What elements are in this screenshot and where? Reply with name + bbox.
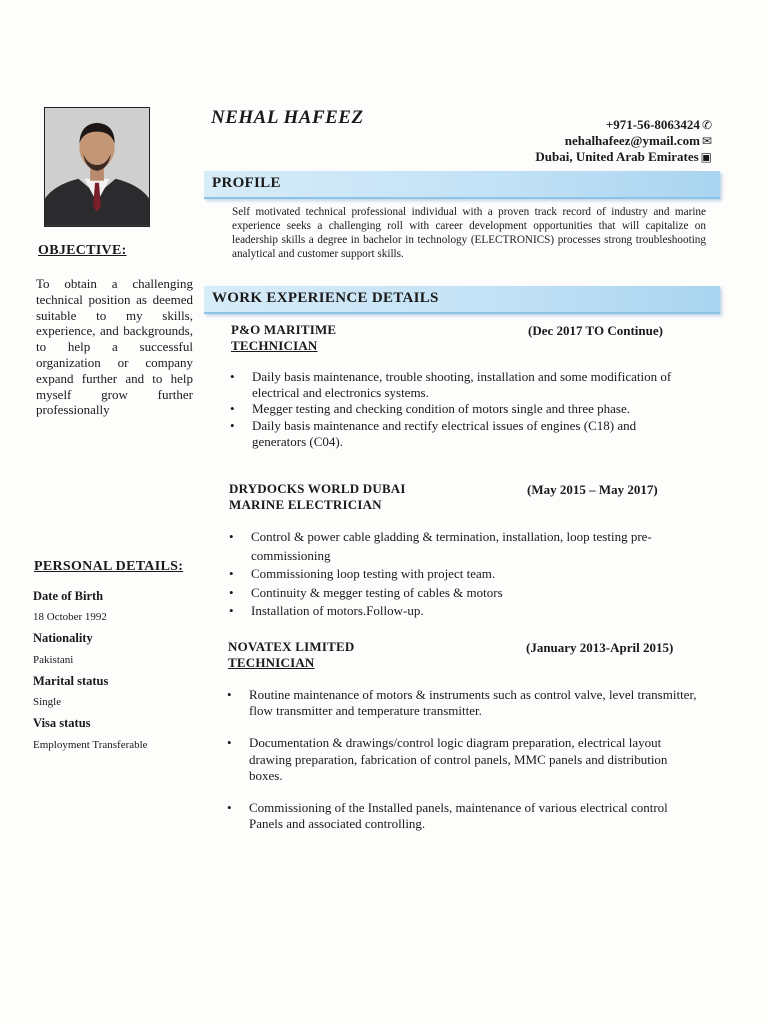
list-item: • Installation of motors.Follow-up. bbox=[229, 602, 699, 621]
location-line bbox=[412, 149, 712, 165]
work-experience-heading: WORK EXPERIENCE DETAILS bbox=[212, 290, 439, 306]
work-experience-section-bar bbox=[204, 286, 720, 314]
profile-photo bbox=[44, 107, 150, 227]
nationality-value: Pakistani bbox=[33, 654, 74, 666]
job2-dates: (May 2015 – May 2017) bbox=[527, 482, 658, 497]
envelope-icon: ✉ bbox=[701, 134, 712, 148]
profile-heading: PROFILE bbox=[212, 175, 281, 191]
list-item: • Daily basis maintenance, trouble shooting, installation and some modification of electrical and electronics systems. bbox=[230, 369, 692, 401]
dob-label: Date of Birth bbox=[33, 589, 104, 603]
job1-dates: (Dec 2017 TO Continue) bbox=[528, 323, 663, 338]
list-item: • Control & power cable gladding & termination, installation, loop testing pre-commissioning bbox=[229, 528, 699, 565]
job2-role: MARINE ELECTRICIAN bbox=[229, 497, 382, 512]
candidate-name: NEHAL HAFEEZ bbox=[211, 107, 364, 128]
job1-duties bbox=[230, 369, 692, 450]
job3-dates: (January 2013-April 2015) bbox=[526, 640, 674, 655]
marital-status-label: Marital status bbox=[33, 674, 109, 688]
objective-text: To obtain a challenging technical position as deemed suitable to my skills, experience, and backgrounds, to help a successful organization or company expand further and to help myself grow further professionally bbox=[36, 276, 193, 418]
list-item: • Commissioning loop testing with project team. bbox=[229, 565, 699, 584]
marital-status-value: Single bbox=[33, 696, 62, 708]
visa-status-value: Employment Transferable bbox=[33, 739, 148, 751]
list-item: • Commissioning of the Installed panels, maintenance of various electrical control Panels and associated controlling. bbox=[227, 800, 697, 832]
email-line bbox=[412, 133, 712, 149]
job3-company: NOVATEX LIMITED bbox=[228, 639, 355, 654]
phone-number: +971-56-8063424 bbox=[605, 117, 700, 132]
phone-line bbox=[412, 117, 712, 133]
list-item: • Documentation & drawings/control logic diagram preparation, electrical layout drawing preparation, fabrication of control panels, MMC panels and distribution boxes. bbox=[227, 735, 697, 784]
profile-text: Self motivated technical professional individual with a proven track record of industry and marine experience seeks a challenging roll with career development opportunities that will capitalize on leadership skills a degree in bachelor in technology (ELECTRONICS) processes strong troubleshooting analytical and customer support skills. bbox=[232, 206, 706, 260]
list-item: • Megger testing and checking condition of motors single and three phase. bbox=[230, 401, 692, 417]
list-item: • Continuity & megger testing of cables & motors bbox=[229, 584, 699, 603]
home-icon: ▣ bbox=[700, 150, 712, 164]
job3-role: TECHNICIAN bbox=[228, 655, 315, 670]
dob-value: 18 October 1992 bbox=[33, 611, 107, 623]
profile-section-bar bbox=[204, 171, 720, 199]
job1-company: P&O MARITIME bbox=[231, 322, 337, 337]
nationality-label: Nationality bbox=[33, 631, 93, 645]
location: Dubai, United Arab Emirates bbox=[535, 149, 699, 164]
list-item: • Routine maintenance of motors & instruments such as control valve, level transmitter, flow transmitter and temperature transmitter. bbox=[227, 687, 697, 719]
phone-icon: ✆ bbox=[701, 118, 712, 132]
person-photo-icon bbox=[45, 108, 149, 226]
email-address: nehalhafeez@ymail.com bbox=[564, 133, 700, 148]
objective-heading: OBJECTIVE: bbox=[38, 243, 127, 258]
job2-duties bbox=[229, 528, 699, 621]
job2-company: DRYDOCKS WORLD DUBAI bbox=[229, 481, 406, 496]
personal-details-heading: PERSONAL DETAILS: bbox=[34, 559, 184, 574]
job3-duties bbox=[227, 687, 697, 832]
list-item: • Daily basis maintenance and rectify electrical issues of engines (C18) and generators (C04). bbox=[230, 418, 692, 450]
job1-role: TECHNICIAN bbox=[231, 338, 318, 353]
visa-status-label: Visa status bbox=[33, 716, 91, 730]
